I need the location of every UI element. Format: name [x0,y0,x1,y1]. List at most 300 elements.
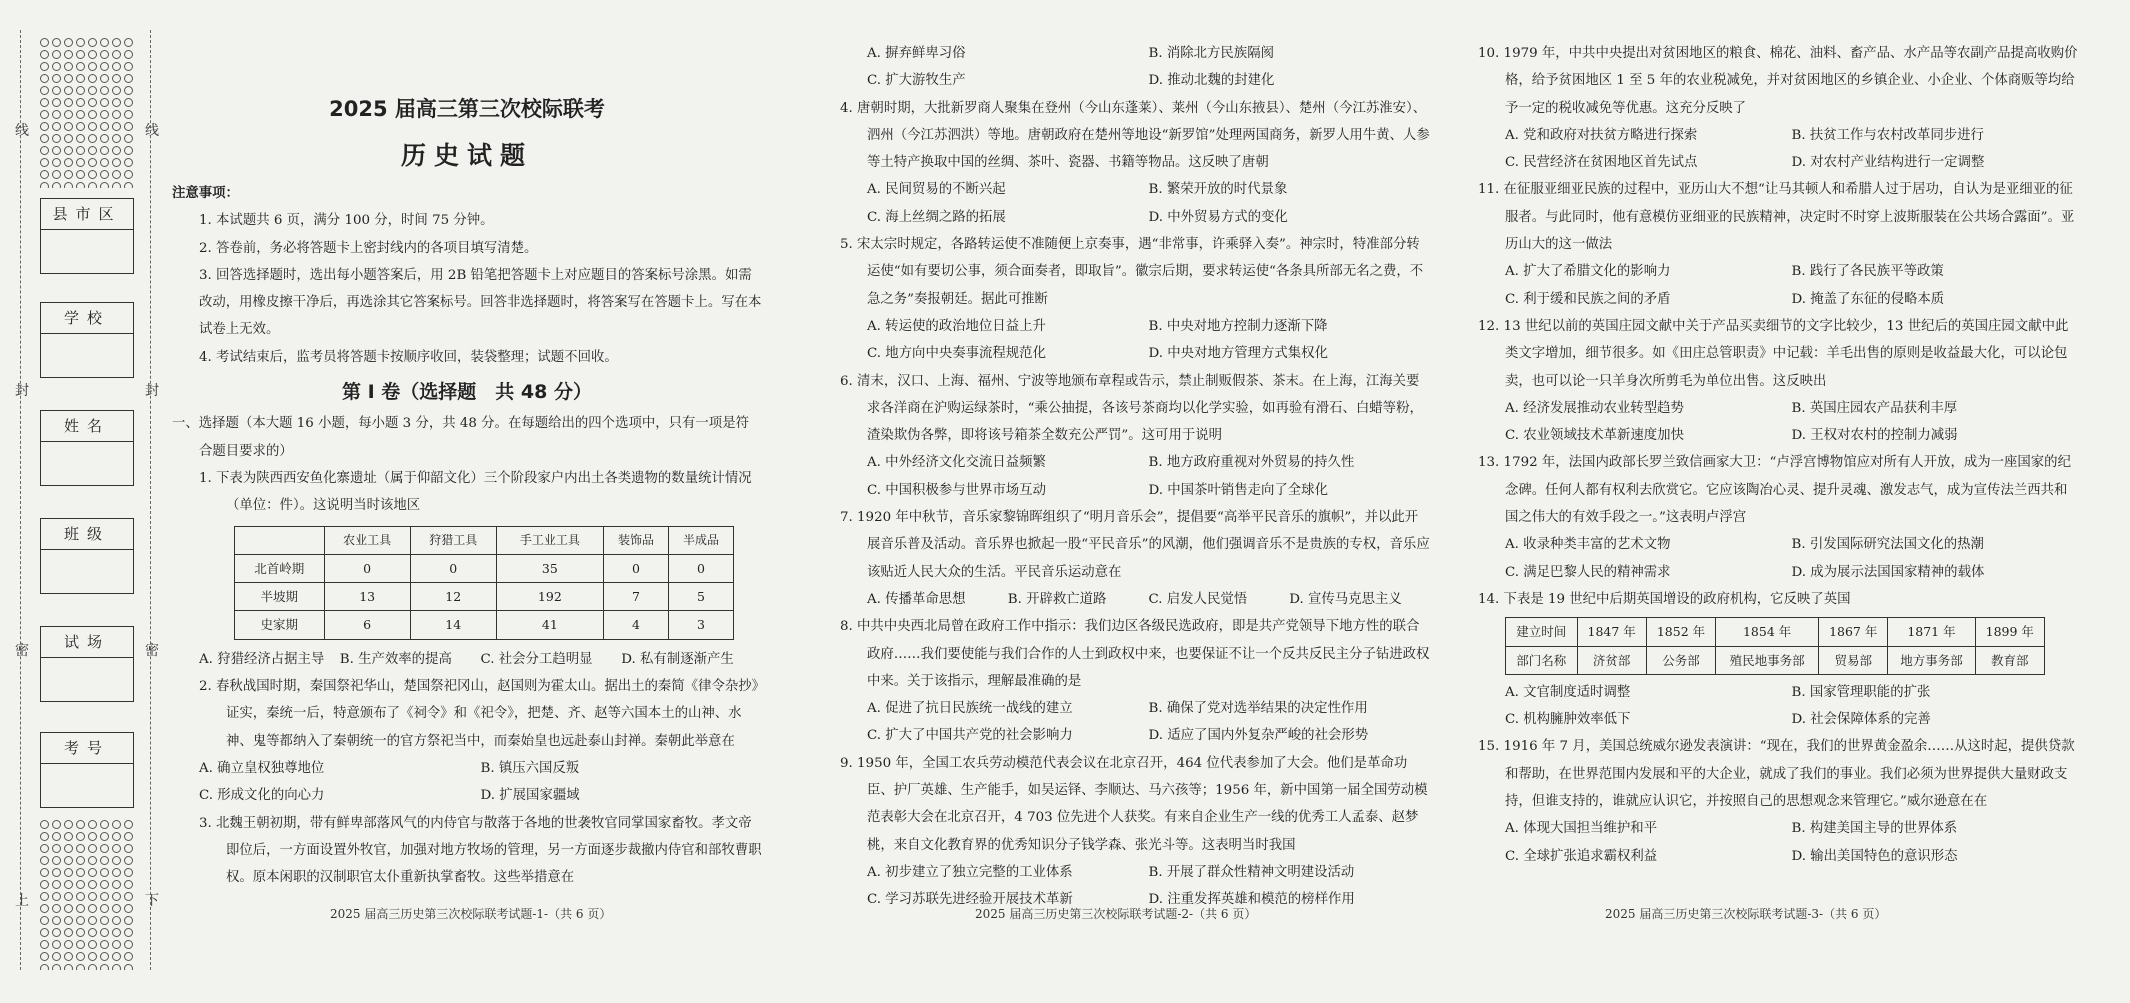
dot [76,880,85,889]
dot [64,122,73,131]
question-stem: 7. 1920 年中秋节，音乐家黎锦晖组织了“明月音乐会”，提倡要“高举平民音乐的旗帜”，并以此开展音乐普及活动。音乐界也掀起一股“平民音乐”的风潮，他们强调音乐不是贵族的专权，音乐应该贴近人民大众的生活。平民音乐运动意在 [840,510,1430,580]
q4-options [840,176,1430,231]
dot [100,916,109,925]
dot [64,952,73,961]
answer-option: D. 中央对地方管理方式集权化 [1148,346,1328,362]
dot [88,146,97,155]
exam-title: 2025 届高三第三次校际联考 [329,97,605,121]
seal-line-right [150,30,151,970]
dot [40,98,49,107]
dot [40,940,49,949]
table-cell: 史家期 [235,611,325,639]
table-cell: 0 [668,554,733,582]
answer-option: D. 注重发挥英雄和模范的榜样作用 [1148,892,1355,908]
dot-pattern-bottom [40,820,135,970]
answer-option: B. 践行了各民族平等政策 [1791,264,1944,280]
q3-options [840,40,1430,95]
dot [100,98,109,107]
dot [88,110,97,119]
dot [88,892,97,901]
answer-option: A. 体现大国担当维护和平 [1505,821,1658,837]
dot [40,844,49,853]
dot [76,928,85,937]
dot [124,182,133,188]
dot [40,146,49,155]
table-cell: 教育部 [1975,646,2044,674]
dot [52,856,61,865]
dot [100,892,109,901]
dot [100,158,109,167]
binding-strip [0,0,158,1003]
answer-option: B. 开展了群众性精神文明建设活动 [1148,864,1355,880]
dot [124,868,133,877]
table-cell: 12 [410,583,496,611]
field-class-box[interactable] [40,518,134,594]
q10-options [1478,122,2078,177]
answer-option: D. 王权对农村的控制力减弱 [1791,428,1958,444]
field-county-box[interactable] [40,198,134,274]
answer-option: B. 引发国际研究法国文化的热潮 [1791,537,1984,553]
dot [112,146,121,155]
dot [76,134,85,143]
seal-line-left [20,30,21,970]
answer-option: C. 中国积极参与世界市场互动 [867,482,1046,498]
answer-option: C. 启发人民觉悟 [1148,591,1248,607]
dot [64,50,73,59]
dot [52,110,61,119]
dot [88,74,97,83]
answer-option: A. 党和政府对扶贫方略进行探索 [1505,127,1698,143]
dot [40,832,49,841]
answer-option: C. 民营经济在贫困地区首先试点 [1505,155,1698,171]
table-cell: 1852 年 [1646,618,1715,646]
table-cell: 41 [496,611,603,639]
field-name-box[interactable] [40,410,134,486]
dot [124,880,133,889]
question-stem: 5. 宋太宗时规定，各路转运使不准随便上京奏事，遇“非常事，许乘驿入奏”。神宗时，特准部分转运使“如有要切公事，须合面奏者，即取旨”。徽宗后期，要求转运使“各条具所部无名之费，不急之务”奏报朝廷。据此可推断 [840,237,1424,307]
dot [76,868,85,877]
table-row [235,583,734,611]
dot [112,182,121,188]
dot [112,868,121,877]
dot [88,62,97,71]
dot [88,38,97,47]
dot [100,904,109,913]
dot [52,50,61,59]
dot [88,134,97,143]
dot [40,964,49,970]
dot [76,146,85,155]
q15-options [1478,815,2078,870]
question-stem: 8. 中共中央西北局曾在政府工作中指示：我们边区各级民选政府，即是共产党领导下地方性的联合政府……我们要使能与我们合作的人士到政权中来，也要保证不让一个反共反民主分子钻进政权中来。关于该指示，理解最准确的是 [840,619,1430,689]
notice-item: 3. 回答选择题时，选出每小题答案后，用 2B 铅笔把答题卡上对应题目的答案标号涂黑。如需改动，用橡皮擦干净后，再选涂其它答案标号。回答非选择题时，将答案写在答题卡上。写在本试卷上无效。 [199,267,762,338]
dot [100,964,109,970]
dot [64,856,73,865]
q6-options [840,449,1430,504]
dot [100,62,109,71]
dot [64,904,73,913]
dot [88,820,97,829]
q14-options [1478,679,2078,734]
dot [40,868,49,877]
q11-options [1478,258,2078,313]
answer-option: A. 传播革命思想 [867,591,966,607]
dot [124,940,133,949]
dot [40,86,49,95]
dot [124,134,133,143]
dot [52,74,61,83]
dot [112,122,121,131]
seal-char: 封 [15,383,29,399]
dot [124,38,133,47]
dot [76,892,85,901]
dot [64,880,73,889]
table-row [235,611,734,639]
field-school-box[interactable] [40,302,134,378]
dot [52,122,61,131]
seal-char: 下 [145,893,159,909]
dot [76,940,85,949]
section-title: 第 I 卷（选择题 共 48 分） [342,381,592,404]
answer-option: A. 扩大了希腊文化的影响力 [1505,264,1671,280]
table-cell: 半坡期 [235,583,325,611]
table-cell: 5 [668,583,733,611]
dot [64,916,73,925]
answer-option: C. 利于缓和民族之间的矛盾 [1505,291,1671,307]
dot [88,86,97,95]
dot [124,916,133,925]
dot [64,62,73,71]
dot [52,940,61,949]
table-cell: 14 [410,611,496,639]
dot [40,820,49,829]
answer-option: A. 中外经济文化交流日益频繁 [867,455,1046,471]
seal-char: 线 [145,123,159,139]
answer-option: A. 转运使的政治地位日益上升 [867,318,1046,334]
dot [124,832,133,841]
answer-option: B. 国家管理职能的扩张 [1791,684,1931,700]
dot [112,134,121,143]
seal-char: 密 [145,643,159,659]
answer-option: D. 对农村产业结构进行一定调整 [1791,155,1985,171]
question-stem: 1. 下表为陕西西安鱼化寨遗址（属于仰韶文化）三个阶段家户内出土各类遗物的数量统计情况（单位：件）。这说明当时该地区 [199,470,752,514]
answer-option: D. 掩盖了东征的侵略本质 [1791,291,1945,307]
dot [100,940,109,949]
question-stem: 2. 春秋战国时期，秦国祭祀华山，楚国祭祀冈山，赵国则为霍太山。据出土的秦简《律令杂抄》证实，秦统一后，特意颁布了《祠令》和《祀令》，把楚、齐、赵等六国本土的山神、水神、鬼等都纳入了秦朝统一的官方祭祀当中，而秦始皇也远赴泰山封禅。秦朝此举意在 [199,679,759,749]
answer-option: C. 社会分工趋明显 [480,651,593,667]
dot [40,134,49,143]
dot-pattern-top [40,38,135,188]
field-label: 考号 [41,733,133,764]
dot [112,880,121,889]
dot [64,940,73,949]
answer-option: C. 学习苏联先进经验开展技术革新 [867,892,1073,908]
dot [112,50,121,59]
table-row [1506,618,2045,646]
field-room-box[interactable] [40,626,134,702]
dot [100,38,109,47]
answer-option: D. 私有制逐渐产生 [621,651,734,667]
table-cell: 4 [603,611,668,639]
dot [40,904,49,913]
dot [76,916,85,925]
dot [100,182,109,188]
field-id-box[interactable] [40,732,134,808]
dot [124,820,133,829]
dot [88,856,97,865]
table-cell: 35 [496,554,603,582]
q14-table [1505,617,2045,675]
dot [88,50,97,59]
q1-table [234,526,734,640]
dot [64,134,73,143]
table-row [1506,646,2045,674]
dot [52,170,61,179]
question-stem: 15. 1916 年 7 月，美国总统威尔逊发表演讲：“现在，我们的世界黄金盈余……从这时起，提供贷款和帮助，在世界范围内发展和平的大企业，就成了我们的事业。我们必须为世界提供大量财政支持，但谁支持的，谁就应认识它，并按照自己的思想观念来管理它。”威尔逊意在在 [1478,739,2075,810]
field-label: 学校 [41,303,133,334]
dot [40,170,49,179]
answer-option: B. 生产效率的提高 [339,651,452,667]
dot [76,964,85,970]
dot [64,820,73,829]
dot [112,904,121,913]
dot [100,122,109,131]
page-footer: 2025 届高三历史第三次校际联考试题-3-（共 6 页） [1605,907,1887,921]
table-cell: 1847 年 [1577,618,1646,646]
dot [64,158,73,167]
dot [40,916,49,925]
table-cell: 部门名称 [1506,646,1578,674]
table-cell: 装饰品 [603,526,668,554]
dot [76,844,85,853]
q5-options [840,313,1430,368]
dot [40,74,49,83]
dot [100,74,109,83]
answer-option: B. 开辟救亡道路 [1007,591,1107,607]
dot [124,856,133,865]
table-cell: 农业工具 [324,526,410,554]
dot [52,158,61,167]
dot [76,38,85,47]
dot [40,952,49,961]
q1-options [172,646,762,673]
answer-option: B. 镇压六国反叛 [480,760,580,776]
seal-char: 密 [15,643,29,659]
dot [40,50,49,59]
answer-option: A. 民间贸易的不断兴起 [867,182,1006,198]
dot [52,38,61,47]
dot [124,892,133,901]
answer-option: C. 扩大游牧生产 [867,73,966,89]
table-cell: 0 [603,554,668,582]
dot [76,86,85,95]
dot [52,868,61,877]
dot [52,928,61,937]
answer-option: A. 狩猎经济占据主导 [199,651,325,667]
answer-option: A. 初步建立了独立完整的工业体系 [867,864,1073,880]
dot [124,904,133,913]
dot [64,110,73,119]
q12-options [1478,395,2078,450]
dot [64,38,73,47]
dot [52,904,61,913]
table-cell: 0 [410,554,496,582]
dot [124,928,133,937]
dot [124,98,133,107]
dot [124,952,133,961]
dot [76,50,85,59]
dot [112,62,121,71]
dot [124,170,133,179]
dot [64,86,73,95]
answer-option: C. 机构臃肿效率低下 [1505,712,1631,728]
dot [100,844,109,853]
dot [100,820,109,829]
dot [76,182,85,188]
question-stem: 3. 北魏王朝初期，带有鲜卑部落风气的内侍官与散落于各地的世袭牧官同掌国家畜牧。孝文帝即位后，一方面设置外牧官，加强对地方牧场的管理，另一方面逐步裁撤内侍官和部牧曹职权。原本闲职的汉制职官太仆重新执掌畜牧。这些举措意在 [199,815,762,886]
dot [52,98,61,107]
question-stem: 12. 13 世纪以前的英国庄园文献中关于产品买卖细节的文字比较少，13 世纪后的英国庄园文献中此类文字增加，细节很多。如《田庄总管职责》中记载：羊毛出售的原则是收益最大化，可以论包卖，也可以论一只羊身次所剪毛为单位出售。这反映出 [1478,318,2069,389]
q8-options [840,695,1430,750]
dot [52,182,61,188]
dot [52,892,61,901]
table-cell: 北首岭期 [235,554,325,582]
dot [88,940,97,949]
dot [112,856,121,865]
dot [100,928,109,937]
field-label: 班级 [41,519,133,550]
table-cell: 建立时间 [1506,618,1578,646]
dot [124,50,133,59]
question-stem: 13. 1792 年，法国内政部长罗兰致信画家大卫：“卢浮宫博物馆应对所有人开放，成为一座国家的纪念碑。任何人都有权利去欣赏它。它应该陶冶心灵、提升灵魂、激发志气，成为宣传法兰西共和国之伟大的有效手段之一。”这表明卢浮宫 [1478,455,2071,526]
dot [64,182,73,188]
dot [112,952,121,961]
dot [124,964,133,970]
question-stem: 4. 唐朝时期，大批新罗商人聚集在登州（今山东蓬莱）、莱州（今山东掖县）、楚州（今江苏淮安）、泗州（今江苏泗洪）等地。唐朝政府在楚州等地设“新罗馆”处理两国商务，新罗人用牛黄、人参等土特产换取中国的丝绸、茶叶、瓷器、书籍等物品。这反映了唐朝 [840,100,1430,171]
notice-item: 4. 考试结束后，监考员将答题卡按顺序收回，装袋整理；试题不回收。 [199,349,618,365]
dot [64,892,73,901]
dot [112,964,121,970]
question-stem: 9. 1950 年，全国工农兵劳动模范代表会议在北京召开，464 位代表参加了大会。他们是革命功臣、护厂英雄、生产能手，如吴运铎、李顺达、马六孩等；1956 年，新中国第一届全国劳动模范表彰大会在北京召开，4 703 位先进个人获奖。有来自企业生产一线的优秀工人孟泰、赵梦桃，来自文化教育界的优秀知识分子钱学森、张光斗等。这表明当时我国 [840,755,1428,853]
dot [40,856,49,865]
dot [100,86,109,95]
dot [112,892,121,901]
answer-option: A. 确立皇权独尊地位 [199,760,325,776]
dot [76,158,85,167]
question-stem: 10. 1979 年，中共中央提出对贫困地区的粮食、棉花、油料、畜产品、水产品等农副产品提高收购价格，给予贫困地区 1 至 5 年的农业税减免，并对贫困地区的乡镇企业、小企业、个体商贩等均给予一定的税收减免等优惠。这充分反映了 [1478,46,2078,116]
dot [40,182,49,188]
question-stem: 6. 清末，汉口、上海、福州、宁波等地颁布章程或告示，禁止制贩假茶、茶末。在上海，江海关要求各洋商在沪购运绿茶时，“乘公抽提，各该号茶商均以化学实验，如再验有滑石、白蜡等粉，渣染欺伪各弊，即将该号箱茶全数充公严罚”。这可用于说明 [840,373,1423,444]
table-cell: 地方事务部 [1888,646,1975,674]
dot [64,868,73,877]
question-stem: 14. 下表是 19 世纪中后期英国增设的政府机构，它反映了英国 [1478,591,1851,607]
dot [88,158,97,167]
dot [76,820,85,829]
answer-option: C. 海上丝绸之路的拓展 [867,209,1006,225]
page-3 [1478,40,2078,870]
page-1 [172,40,762,891]
answer-option: A. 摒弃鲜卑习俗 [867,46,966,61]
dot [124,844,133,853]
dot [76,98,85,107]
table-cell: 1867 年 [1819,618,1888,646]
dot [52,146,61,155]
answer-option: B. 地方政府重视对外贸易的持久性 [1148,455,1355,471]
dot [124,62,133,71]
table-cell: 0 [324,554,410,582]
answer-option: B. 消除北方民族隔阂 [1148,46,1274,61]
answer-option: D. 扩展国家疆域 [480,788,580,804]
page-2 [840,40,1430,914]
dot [88,832,97,841]
dot [40,38,49,47]
dot [76,832,85,841]
dot [52,952,61,961]
answer-option: D. 成为展示法国国家精神的载体 [1791,564,1985,580]
dot [64,964,73,970]
dot [112,844,121,853]
dot [124,122,133,131]
table-cell: 1854 年 [1716,618,1819,646]
dot [124,158,133,167]
dot [76,952,85,961]
dot [100,170,109,179]
table-cell: 贸易部 [1819,646,1888,674]
dot [64,844,73,853]
answer-option: A. 收录种类丰富的艺术文物 [1505,537,1671,553]
notice-heading: 注意事项： [172,185,239,201]
dot [100,146,109,155]
notice-item: 1. 本试题共 6 页，满分 100 分，时间 75 分钟。 [199,213,494,229]
dot [52,844,61,853]
dot [76,122,85,131]
dot [112,158,121,167]
dot [52,916,61,925]
table-cell: 济贫部 [1577,646,1646,674]
answer-option: B. 构建美国主导的世界体系 [1791,821,1958,837]
seal-char: 上 [15,893,29,909]
dot [100,880,109,889]
table-cell: 狩猎工具 [410,526,496,554]
table-row [235,554,734,582]
dot [112,74,121,83]
dot [112,916,121,925]
section-intro: 一、选择题（本大题 16 小题，每小题 3 分，共 48 分。在每题给出的四个选项中，只有一项是符合题目要求的） [172,416,749,459]
answer-option: D. 宣传马克思主义 [1289,591,1402,607]
table-cell: 半成品 [668,526,733,554]
table-cell: 殖民地事务部 [1716,646,1819,674]
dot [52,820,61,829]
dot [112,86,121,95]
dot [40,880,49,889]
dot [112,98,121,107]
dot [124,146,133,155]
dot [64,146,73,155]
dot [40,928,49,937]
answer-option: D. 适应了国内外复杂严峻的社会形势 [1148,728,1369,744]
dot [100,50,109,59]
dot [52,832,61,841]
dot [64,832,73,841]
dot [52,964,61,970]
dot [76,170,85,179]
dot [64,74,73,83]
dot [112,820,121,829]
dot [52,880,61,889]
dot [112,170,121,179]
dot [100,134,109,143]
dot [88,904,97,913]
